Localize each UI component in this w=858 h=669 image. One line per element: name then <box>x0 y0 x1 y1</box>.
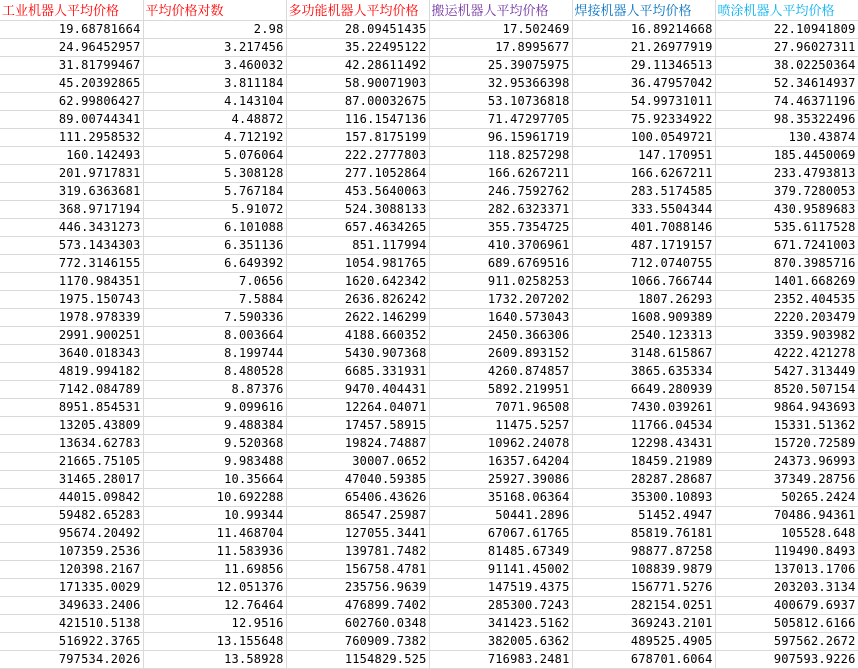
table-cell[interactable]: 156771.5276 <box>572 578 715 596</box>
table-row <box>0 200 858 218</box>
table-cell[interactable]: 17.502469 <box>429 20 572 38</box>
table-row <box>0 632 858 650</box>
table-cell[interactable]: 7.0656 <box>143 272 286 290</box>
table-cell[interactable]: 201.9717831 <box>0 164 143 182</box>
table-cell[interactable]: 137013.1706 <box>715 560 858 578</box>
table-row <box>0 614 858 632</box>
header-row <box>0 0 858 20</box>
table-cell[interactable]: 8.003664 <box>143 326 286 344</box>
table-cell[interactable]: 2352.404535 <box>715 290 858 308</box>
table-cell[interactable]: 156758.4781 <box>286 560 429 578</box>
table-cell[interactable]: 760909.7382 <box>286 632 429 650</box>
table-cell[interactable]: 1170.984351 <box>0 272 143 290</box>
table-cell[interactable]: 91141.45002 <box>429 560 572 578</box>
table-cell[interactable]: 13634.62783 <box>0 434 143 452</box>
table-row <box>0 308 858 326</box>
table-cell[interactable]: 5.076064 <box>143 146 286 164</box>
table-cell[interactable]: 2540.123313 <box>572 326 715 344</box>
table-cell[interactable]: 602760.0348 <box>286 614 429 632</box>
table-row <box>0 362 858 380</box>
table-cell[interactable]: 166.6267211 <box>429 164 572 182</box>
table-cell[interactable]: 7142.084789 <box>0 380 143 398</box>
table-cell[interactable]: 12.051376 <box>143 578 286 596</box>
table-cell[interactable]: 5.308128 <box>143 164 286 182</box>
table-cell[interactable]: 907593.9226 <box>715 650 858 668</box>
table-cell[interactable]: 671.7241003 <box>715 236 858 254</box>
table-cell[interactable]: 95674.20492 <box>0 524 143 542</box>
table-row <box>0 434 858 452</box>
table-body <box>0 20 858 668</box>
table-cell[interactable]: 108839.9879 <box>572 560 715 578</box>
table-cell[interactable]: 285300.7243 <box>429 596 572 614</box>
table-cell[interactable]: 712.0740755 <box>572 254 715 272</box>
table-cell[interactable]: 38.02250364 <box>715 56 858 74</box>
table-cell[interactable]: 487.1719157 <box>572 236 715 254</box>
table-cell[interactable]: 16.89214668 <box>572 20 715 38</box>
table-cell[interactable]: 9.983488 <box>143 452 286 470</box>
table-cell[interactable]: 3640.018343 <box>0 344 143 362</box>
table-row <box>0 578 858 596</box>
table-cell[interactable]: 147.170951 <box>572 146 715 164</box>
table-cell[interactable]: 86547.25987 <box>286 506 429 524</box>
table-cell[interactable]: 24373.96993 <box>715 452 858 470</box>
table-row <box>0 326 858 344</box>
table-cell[interactable]: 47040.59385 <box>286 470 429 488</box>
table-cell[interactable]: 911.0258253 <box>429 272 572 290</box>
table-cell[interactable]: 657.4634265 <box>286 218 429 236</box>
table-cell[interactable]: 5.767184 <box>143 182 286 200</box>
table-cell[interactable]: 382005.6362 <box>429 632 572 650</box>
table-cell[interactable]: 1975.150743 <box>0 290 143 308</box>
table-cell[interactable]: 246.7592762 <box>429 182 572 200</box>
table-cell[interactable]: 9.520368 <box>143 434 286 452</box>
table-row <box>0 416 858 434</box>
table-cell[interactable]: 25.39075975 <box>429 56 572 74</box>
header-avg-price-log[interactable]: 平均价格对数 <box>143 0 286 20</box>
table-cell[interactable]: 6649.280939 <box>572 380 715 398</box>
table-row <box>0 128 858 146</box>
table-cell[interactable]: 16357.64204 <box>429 452 572 470</box>
table-cell[interactable]: 3865.635334 <box>572 362 715 380</box>
table-cell[interactable]: 130.43874 <box>715 128 858 146</box>
table-cell[interactable]: 851.117994 <box>286 236 429 254</box>
table-cell[interactable]: 870.3985716 <box>715 254 858 272</box>
table-cell[interactable]: 12264.04071 <box>286 398 429 416</box>
table-row <box>0 92 858 110</box>
table-cell[interactable]: 28287.28687 <box>572 470 715 488</box>
table-cell[interactable]: 85819.76181 <box>572 524 715 542</box>
table-cell[interactable]: 37349.28756 <box>715 470 858 488</box>
table-cell[interactable]: 410.3706961 <box>429 236 572 254</box>
table-cell[interactable]: 59482.65283 <box>0 506 143 524</box>
table-cell[interactable]: 797534.2026 <box>0 650 143 668</box>
table-cell[interactable]: 21665.75105 <box>0 452 143 470</box>
table-cell[interactable]: 44015.09842 <box>0 488 143 506</box>
table-cell[interactable]: 10.99344 <box>143 506 286 524</box>
table-cell[interactable]: 5427.313449 <box>715 362 858 380</box>
table-cell[interactable]: 185.4450069 <box>715 146 858 164</box>
table-cell[interactable]: 319.6363681 <box>0 182 143 200</box>
table-cell[interactable]: 67067.61765 <box>429 524 572 542</box>
table-cell[interactable]: 1807.26293 <box>572 290 715 308</box>
table-cell[interactable]: 52.34614937 <box>715 74 858 92</box>
table-cell[interactable]: 349633.2406 <box>0 596 143 614</box>
table-cell[interactable]: 689.6769516 <box>429 254 572 272</box>
table-cell[interactable]: 453.5640063 <box>286 182 429 200</box>
table-cell[interactable]: 8.480528 <box>143 362 286 380</box>
table-cell[interactable]: 11766.04534 <box>572 416 715 434</box>
table-cell[interactable]: 400679.6937 <box>715 596 858 614</box>
table-cell[interactable]: 3.460032 <box>143 56 286 74</box>
table-cell[interactable]: 1640.573043 <box>429 308 572 326</box>
table-cell[interactable]: 10962.24078 <box>429 434 572 452</box>
table-cell[interactable]: 25927.39086 <box>429 470 572 488</box>
table-row <box>0 236 858 254</box>
table-cell[interactable]: 13.155648 <box>143 632 286 650</box>
table-row <box>0 74 858 92</box>
table-cell[interactable]: 45.20392865 <box>0 74 143 92</box>
table-cell[interactable]: 1154829.525 <box>286 650 429 668</box>
table-cell[interactable]: 81485.67349 <box>429 542 572 560</box>
table-cell[interactable]: 401.7088146 <box>572 218 715 236</box>
table-cell[interactable]: 9.488384 <box>143 416 286 434</box>
table-cell[interactable]: 12298.43431 <box>572 434 715 452</box>
table-cell[interactable]: 21.26977919 <box>572 38 715 56</box>
table-cell[interactable]: 573.1434303 <box>0 236 143 254</box>
table-cell[interactable]: 6685.331931 <box>286 362 429 380</box>
table-cell[interactable]: 119490.8493 <box>715 542 858 560</box>
table-cell[interactable]: 1608.909389 <box>572 308 715 326</box>
table-cell[interactable]: 8520.507154 <box>715 380 858 398</box>
table-cell[interactable]: 11.468704 <box>143 524 286 542</box>
table-row <box>0 506 858 524</box>
table-cell[interactable]: 4819.994182 <box>0 362 143 380</box>
table-cell[interactable]: 7071.96508 <box>429 398 572 416</box>
table-cell[interactable]: 87.00032675 <box>286 92 429 110</box>
header-handling-robot-avg-price[interactable]: 搬运机器人平均价格 <box>429 0 572 20</box>
table-cell[interactable]: 13205.43809 <box>0 416 143 434</box>
header-industrial-robot-avg-price[interactable]: 工业机器人平均价格 <box>0 0 143 20</box>
table-cell[interactable]: 28.09451435 <box>286 20 429 38</box>
table-cell[interactable]: 11.69856 <box>143 560 286 578</box>
table-cell[interactable]: 12.9516 <box>143 614 286 632</box>
table-row <box>0 344 858 362</box>
table-row <box>0 470 858 488</box>
table-cell[interactable]: 368.9717194 <box>0 200 143 218</box>
table-cell[interactable]: 31465.28017 <box>0 470 143 488</box>
table-cell[interactable]: 7.5884 <box>143 290 286 308</box>
table-cell[interactable]: 5892.219951 <box>429 380 572 398</box>
table-cell[interactable]: 32.95366398 <box>429 74 572 92</box>
table-cell[interactable]: 678701.6064 <box>572 650 715 668</box>
table-cell[interactable]: 9470.404431 <box>286 380 429 398</box>
table-cell[interactable]: 379.7280053 <box>715 182 858 200</box>
table-row <box>0 56 858 74</box>
table-cell[interactable]: 3.811184 <box>143 74 286 92</box>
table-cell[interactable]: 105528.648 <box>715 524 858 542</box>
table-cell[interactable]: 4222.421278 <box>715 344 858 362</box>
table-cell[interactable]: 1054.981765 <box>286 254 429 272</box>
table-cell[interactable]: 1620.642342 <box>286 272 429 290</box>
table-cell[interactable]: 58.90071903 <box>286 74 429 92</box>
table-cell[interactable]: 2622.146299 <box>286 308 429 326</box>
table-cell[interactable]: 9864.943693 <box>715 398 858 416</box>
table-cell[interactable]: 716983.2481 <box>429 650 572 668</box>
table-cell[interactable]: 96.15961719 <box>429 128 572 146</box>
table-cell[interactable]: 89.00744341 <box>0 110 143 128</box>
header-multifunction-robot-avg-price[interactable]: 多功能机器人平均价格 <box>286 0 429 20</box>
table-cell[interactable]: 2609.893152 <box>429 344 572 362</box>
table-cell[interactable]: 70486.94361 <box>715 506 858 524</box>
table-cell[interactable]: 535.6117528 <box>715 218 858 236</box>
table-row <box>0 290 858 308</box>
table-cell[interactable]: 10.35664 <box>143 470 286 488</box>
table-cell[interactable]: 160.142493 <box>0 146 143 164</box>
table-cell[interactable]: 6.649392 <box>143 254 286 272</box>
table-cell[interactable]: 8.199744 <box>143 344 286 362</box>
table-cell[interactable]: 2636.826242 <box>286 290 429 308</box>
table-cell[interactable]: 166.6267211 <box>572 164 715 182</box>
table-cell[interactable]: 17457.58915 <box>286 416 429 434</box>
table-row <box>0 254 858 272</box>
table-cell[interactable]: 62.99806427 <box>0 92 143 110</box>
table-cell[interactable]: 50265.2424 <box>715 488 858 506</box>
table-cell[interactable]: 18459.21989 <box>572 452 715 470</box>
table-cell[interactable]: 71.47297705 <box>429 110 572 128</box>
table-row <box>0 38 858 56</box>
table-row <box>0 218 858 236</box>
table-cell[interactable]: 222.2777803 <box>286 146 429 164</box>
table-cell[interactable]: 3359.903982 <box>715 326 858 344</box>
table-row <box>0 164 858 182</box>
table-cell[interactable]: 203203.3134 <box>715 578 858 596</box>
table-cell[interactable]: 516922.3765 <box>0 632 143 650</box>
table-cell[interactable]: 27.96027311 <box>715 38 858 56</box>
table-cell[interactable]: 10.692288 <box>143 488 286 506</box>
table-cell[interactable]: 127055.3441 <box>286 524 429 542</box>
table-cell[interactable]: 4260.874857 <box>429 362 572 380</box>
table-cell[interactable]: 3.217456 <box>143 38 286 56</box>
table-cell[interactable]: 4.48872 <box>143 110 286 128</box>
table-cell[interactable]: 341423.5162 <box>429 614 572 632</box>
table-cell[interactable]: 74.46371196 <box>715 92 858 110</box>
table-cell[interactable]: 120398.2167 <box>0 560 143 578</box>
table-cell[interactable]: 65406.43626 <box>286 488 429 506</box>
table-row <box>0 110 858 128</box>
table-row <box>0 560 858 578</box>
table-row <box>0 542 858 560</box>
table-cell[interactable]: 51452.4947 <box>572 506 715 524</box>
table-cell[interactable]: 11475.5257 <box>429 416 572 434</box>
table-cell[interactable]: 1066.766744 <box>572 272 715 290</box>
table-cell[interactable]: 282154.0251 <box>572 596 715 614</box>
table-cell[interactable]: 54.99731011 <box>572 92 715 110</box>
table-cell[interactable]: 235756.9639 <box>286 578 429 596</box>
table-cell[interactable]: 116.1547136 <box>286 110 429 128</box>
table-row <box>0 488 858 506</box>
table-cell[interactable]: 505812.6166 <box>715 614 858 632</box>
header-painting-robot-avg-price[interactable]: 喷涂机器人平均价格 <box>715 0 858 20</box>
table-cell[interactable]: 6.101088 <box>143 218 286 236</box>
header-welding-robot-avg-price[interactable]: 焊接机器人平均价格 <box>572 0 715 20</box>
table-cell[interactable]: 107359.2536 <box>0 542 143 560</box>
table-cell[interactable]: 233.4793813 <box>715 164 858 182</box>
table-cell[interactable]: 157.8175199 <box>286 128 429 146</box>
table-cell[interactable]: 283.5174585 <box>572 182 715 200</box>
table-cell[interactable]: 139781.7482 <box>286 542 429 560</box>
table-row <box>0 272 858 290</box>
table-cell[interactable]: 11.583936 <box>143 542 286 560</box>
table-cell[interactable]: 15720.72589 <box>715 434 858 452</box>
table-cell[interactable]: 171335.0029 <box>0 578 143 596</box>
table-cell[interactable]: 98.35322496 <box>715 110 858 128</box>
table-row <box>0 596 858 614</box>
table-cell[interactable]: 31.81799467 <box>0 56 143 74</box>
table-cell[interactable]: 333.5504344 <box>572 200 715 218</box>
table-cell[interactable]: 42.28611492 <box>286 56 429 74</box>
table-cell[interactable]: 9.099616 <box>143 398 286 416</box>
table-cell[interactable]: 22.10941809 <box>715 20 858 38</box>
table-cell[interactable]: 111.2958532 <box>0 128 143 146</box>
table-cell[interactable]: 446.3431273 <box>0 218 143 236</box>
table-row <box>0 650 858 668</box>
table-row <box>0 524 858 542</box>
table-row <box>0 398 858 416</box>
table-cell[interactable]: 355.7354725 <box>429 218 572 236</box>
table-cell[interactable]: 15331.51362 <box>715 416 858 434</box>
table-row <box>0 146 858 164</box>
table-cell[interactable]: 524.3088133 <box>286 200 429 218</box>
table-cell[interactable]: 430.9589683 <box>715 200 858 218</box>
table-cell[interactable]: 5.91072 <box>143 200 286 218</box>
table-cell[interactable]: 50441.2896 <box>429 506 572 524</box>
table-cell[interactable]: 4188.660352 <box>286 326 429 344</box>
table-cell[interactable]: 1401.668269 <box>715 272 858 290</box>
table-cell[interactable]: 35300.10893 <box>572 488 715 506</box>
table-cell[interactable]: 421510.5138 <box>0 614 143 632</box>
table-cell[interactable]: 1978.978339 <box>0 308 143 326</box>
table-row <box>0 20 858 38</box>
table-cell[interactable]: 7.590336 <box>143 308 286 326</box>
table-cell[interactable]: 118.8257298 <box>429 146 572 164</box>
table-cell[interactable]: 100.0549721 <box>572 128 715 146</box>
table-cell[interactable]: 3148.615867 <box>572 344 715 362</box>
table-cell[interactable]: 12.76464 <box>143 596 286 614</box>
table-cell[interactable]: 772.3146155 <box>0 254 143 272</box>
table-cell[interactable]: 7430.039261 <box>572 398 715 416</box>
table-cell[interactable]: 75.92334922 <box>572 110 715 128</box>
table-cell[interactable]: 6.351136 <box>143 236 286 254</box>
table-cell[interactable]: 277.1052864 <box>286 164 429 182</box>
table-cell[interactable]: 29.11346513 <box>572 56 715 74</box>
table-cell[interactable]: 30007.0652 <box>286 452 429 470</box>
table-cell[interactable]: 2.98 <box>143 20 286 38</box>
table-cell[interactable]: 2450.366306 <box>429 326 572 344</box>
table-cell[interactable]: 53.10736818 <box>429 92 572 110</box>
table-row <box>0 182 858 200</box>
table-cell[interactable]: 2220.203479 <box>715 308 858 326</box>
table-cell[interactable]: 489525.4905 <box>572 632 715 650</box>
table-cell[interactable]: 8.87376 <box>143 380 286 398</box>
table-cell[interactable]: 8951.854531 <box>0 398 143 416</box>
table-cell[interactable]: 1732.207202 <box>429 290 572 308</box>
table-cell[interactable]: 35168.06364 <box>429 488 572 506</box>
table-cell[interactable]: 282.6323371 <box>429 200 572 218</box>
table-cell[interactable]: 476899.7402 <box>286 596 429 614</box>
table-cell[interactable]: 147519.4375 <box>429 578 572 596</box>
table-cell[interactable]: 24.96452957 <box>0 38 143 56</box>
table-cell[interactable]: 35.22495122 <box>286 38 429 56</box>
table-cell[interactable]: 597562.2672 <box>715 632 858 650</box>
table-cell[interactable]: 4.712192 <box>143 128 286 146</box>
table-cell[interactable]: 19.68781664 <box>0 20 143 38</box>
table-cell[interactable]: 4.143104 <box>143 92 286 110</box>
table-cell[interactable]: 13.58928 <box>143 650 286 668</box>
table-row <box>0 380 858 398</box>
table-cell[interactable]: 5430.907368 <box>286 344 429 362</box>
table-cell[interactable]: 2991.900251 <box>0 326 143 344</box>
table-cell[interactable]: 36.47957042 <box>572 74 715 92</box>
table-row <box>0 452 858 470</box>
table-cell[interactable]: 369243.2101 <box>572 614 715 632</box>
table-cell[interactable]: 19824.74887 <box>286 434 429 452</box>
table-cell[interactable]: 98877.87258 <box>572 542 715 560</box>
table-cell[interactable]: 17.8995677 <box>429 38 572 56</box>
